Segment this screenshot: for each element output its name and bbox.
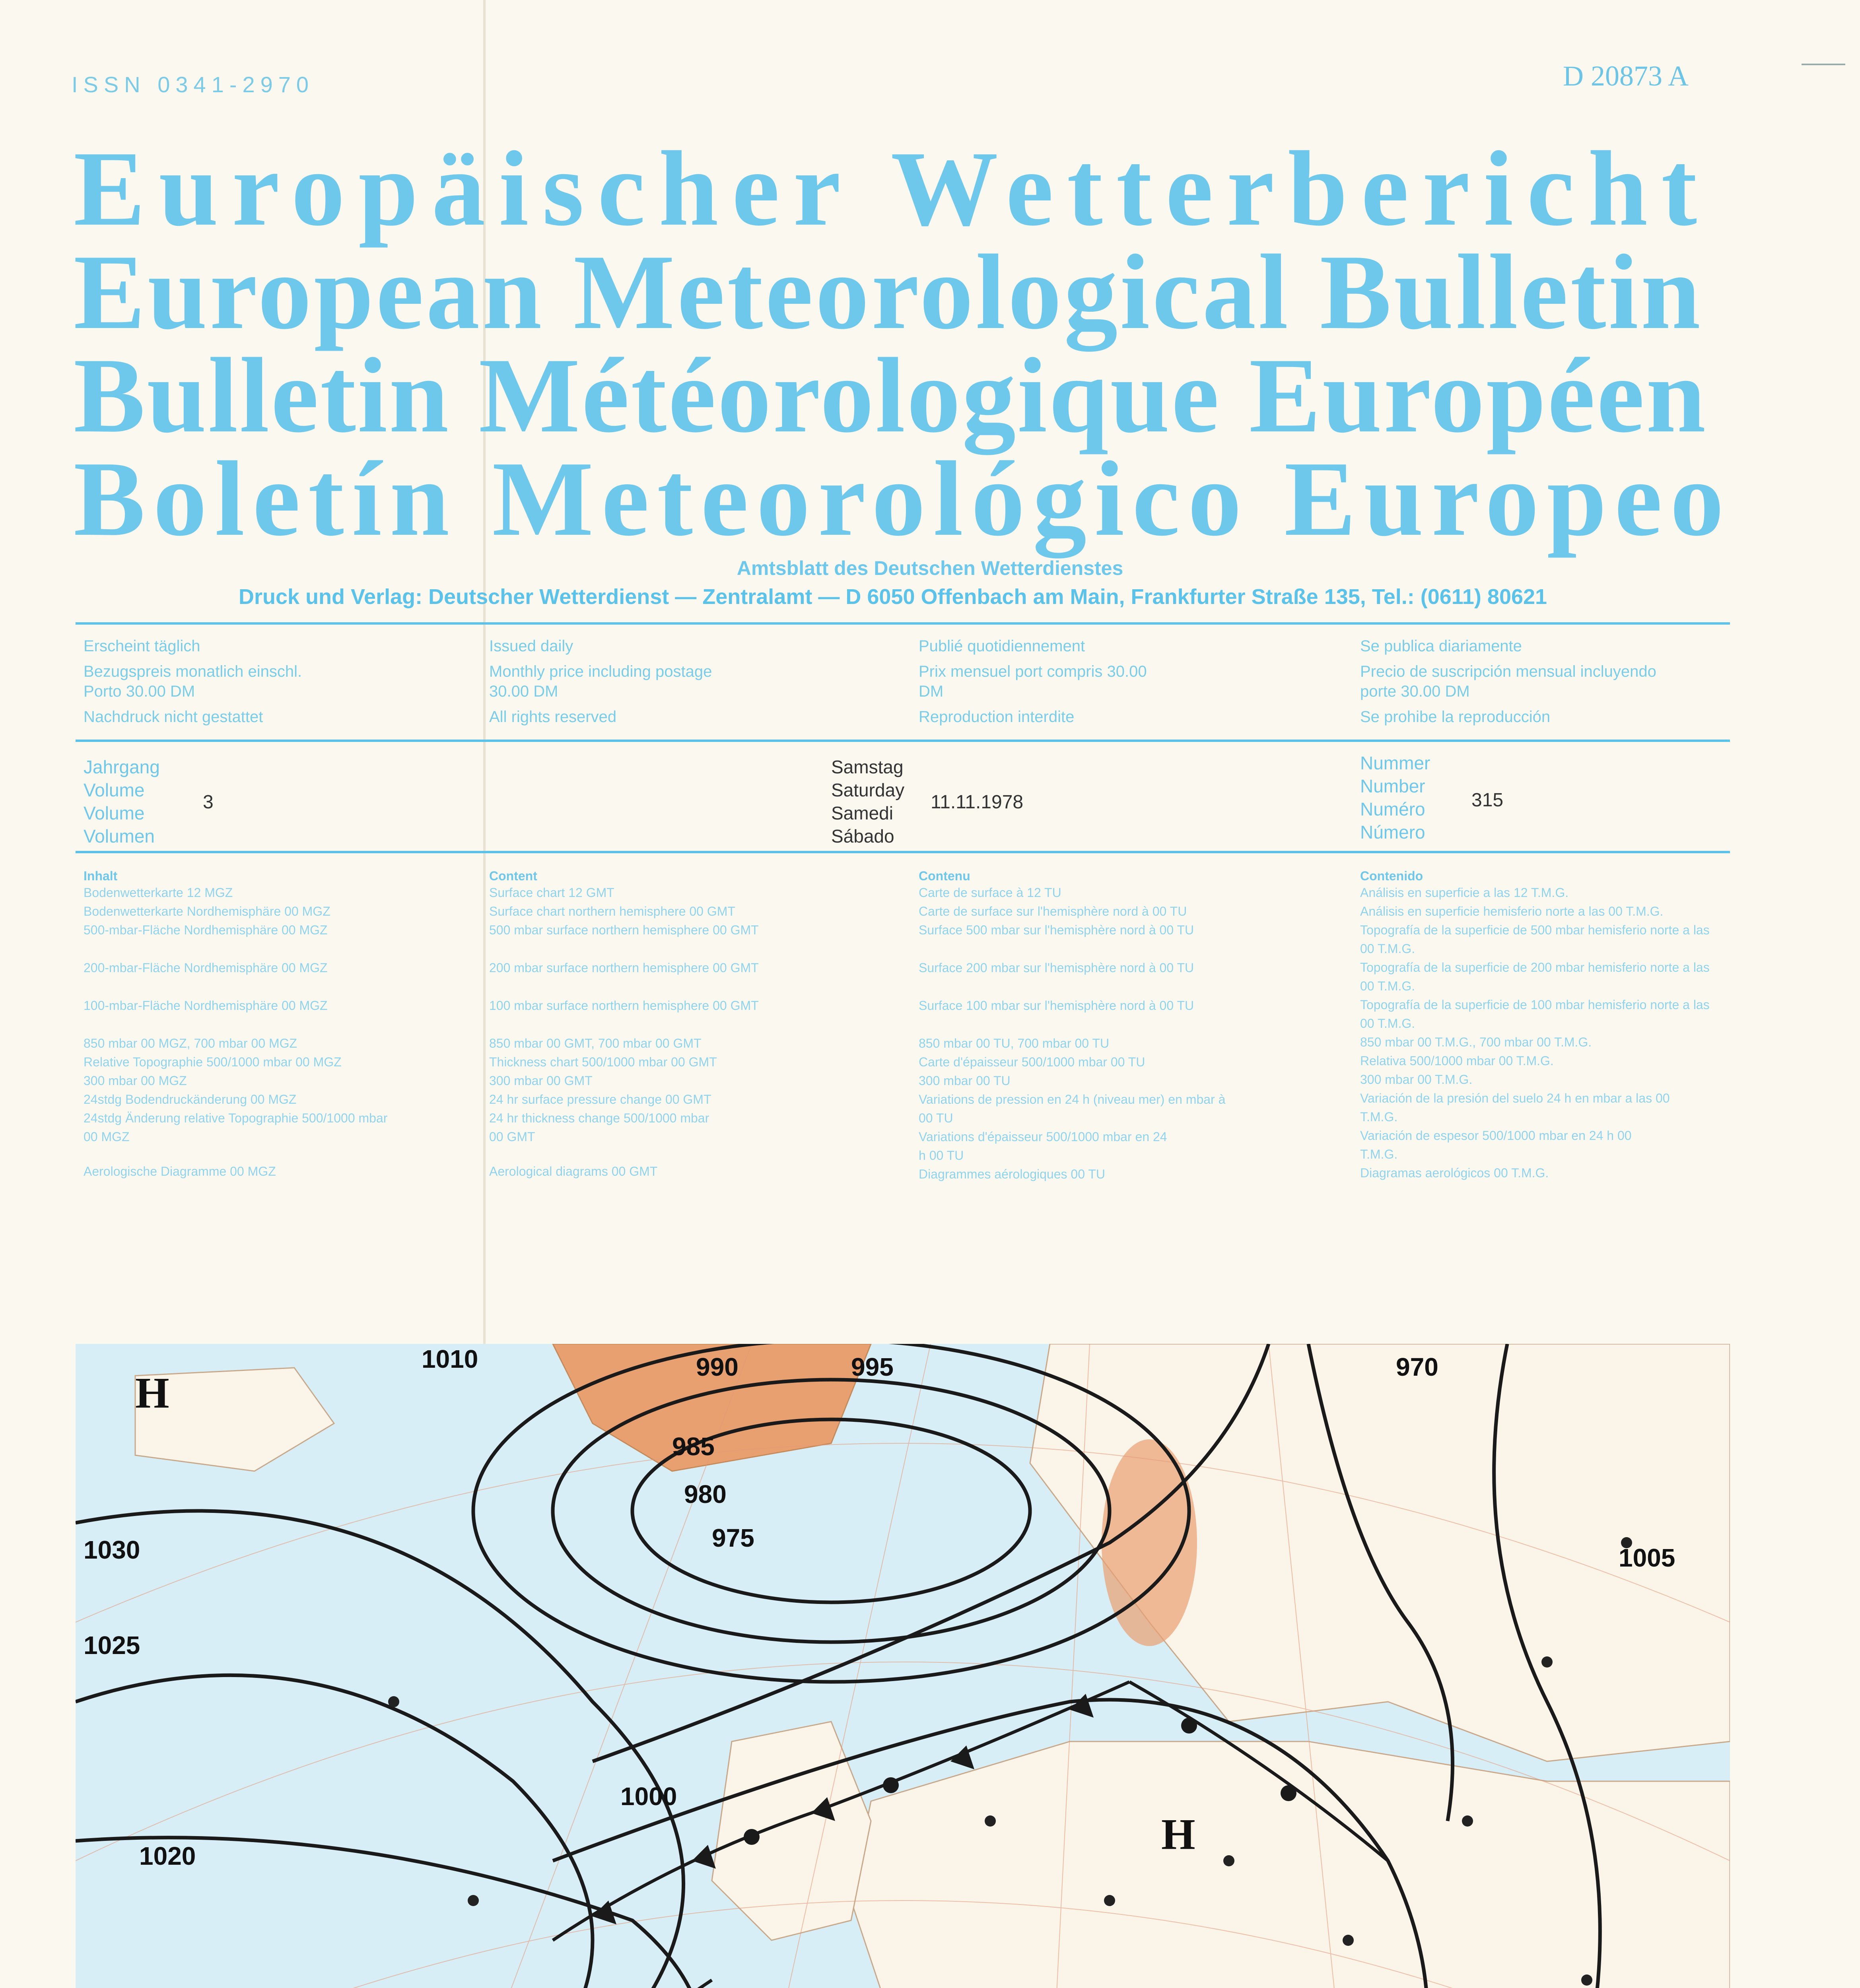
day-labels: Samstag Saturday Samedi Sábado [831, 757, 905, 846]
divider [76, 851, 1730, 853]
issue-number: 315 [1471, 790, 1504, 811]
toc-item: Análisis en superficie hemisferio norte a las 00 T.M.G. [1360, 904, 1664, 918]
toc-item: Variations de pression en 24 h (niveau mer) en mbar à 00 TU [919, 1092, 1226, 1125]
toc-item: 850 mbar 00 T.M.G., 700 mbar 00 T.M.G. [1360, 1035, 1592, 1049]
contents-spanish: Contenido Análisis en superficie a las 12 T.M.G. Análisis en superficie hemisferio norte a las 00 T.M.G. Topografía de la superficie de 500 mbar hemisferio norte a las 00 T.M.G. Topografía de la superficie de 200 mbar hemisferio norte a las 00 T.M.G. Topografía de la superficie de 100 mbar hemisferio norte a las 00 T.M.G. 850 mbar 00 T.M.G., 700 mbar 00 T.M.G. Relativa 500/1000 mbar 00 T.M.G. 300 mbar 00 T.M.G. Variación de la presión del suelo 24 h en mbar a las 00 T.M.G. Variación de espesor 500/1000 mbar en 24 h 00 T.M.G. Diagramas aerológicos 00 T.M.G. [1360, 869, 1726, 1182]
land-british-isles [712, 1722, 871, 1940]
toc-item: 200-mbar-Fläche Nordhemisphäre 00 MGZ [84, 961, 328, 975]
number-labels: Nummer Number Numéro Número [1360, 753, 1430, 843]
amtsblatt: Amtsblatt des Deutschen Wetterdienstes [737, 557, 1123, 579]
document-number: D 20873 A [1563, 60, 1689, 92]
title-french: Bulletin Météorologique Européen [74, 336, 1707, 455]
toc-item: Topografía de la superficie de 100 mbar hemisferio norte a las 00 T.M.G. [1360, 998, 1710, 1031]
toc-item: 200 mbar surface northern hemisphere 00 GMT [489, 961, 759, 975]
issue-date: 11.11.1978 [931, 792, 1024, 813]
divider [76, 740, 1730, 742]
toc-item: Carte d'épaisseur 500/1000 mbar 00 TU [919, 1055, 1145, 1069]
toc-item: Carte de surface à 12 TU [919, 885, 1061, 900]
isobar-label: 1005 [1619, 1543, 1675, 1572]
toc-item: Carte de surface sur l'hemisphère nord à 00 TU [919, 904, 1187, 918]
toc-item: 24stdg Bodendruckänderung 00 MGZ [84, 1092, 297, 1107]
toc-item: 24 hr surface pressure change 00 GMT [489, 1092, 711, 1107]
info-english: Issued daily Monthly price including postage 30.00 DM All rights reserved [489, 637, 712, 726]
toc-item: Bodenwetterkarte Nordhemisphäre 00 MGZ [84, 904, 330, 918]
toc-item: 850 mbar 00 GMT, 700 mbar 00 GMT [489, 1036, 702, 1050]
toc-item: Variación de espesor 500/1000 mbar en 24 h 00 T.M.G. [1360, 1128, 1632, 1161]
toc-item: Relativa 500/1000 mbar 00 T.M.G. [1360, 1054, 1554, 1068]
isobar-label: 995 [851, 1353, 894, 1381]
info-german: Erscheint täglich Bezugspreis monatlich einschl. Porto 30.00 DM Nachdruck nicht gestattet [84, 637, 302, 726]
high-pressure-center: H [1161, 1810, 1195, 1858]
toc-item: Surface chart northern hemisphere 00 GMT [489, 904, 735, 918]
toc-item: Diagramas aerológicos 00 T.M.G. [1360, 1166, 1549, 1180]
publisher-line: Druck und Verlag: Deutscher Wetterdienst — Zentralamt — D 6050 Offenbach am Main, Frankfurter Straße 135, Tel.: (0611) 80621 [239, 585, 1547, 609]
toc-item: 500-mbar-Fläche Nordhemisphäre 00 MGZ [84, 923, 328, 937]
isobar-label: 980 [684, 1480, 727, 1508]
isobar-label: 970 [1396, 1353, 1438, 1381]
surface-chart-map [76, 1344, 1730, 1988]
toc-item: Relative Topographie 500/1000 mbar 00 MGZ [84, 1055, 342, 1069]
toc-item: 850 mbar 00 TU, 700 mbar 00 TU [919, 1036, 1110, 1050]
toc-item: 850 mbar 00 MGZ, 700 mbar 00 MGZ [84, 1036, 297, 1050]
divider [76, 622, 1730, 625]
isobar-label: 1000 [620, 1782, 677, 1811]
toc-item: 500 mbar surface northern hemisphere 00 GMT [489, 923, 759, 937]
isobar-label: 1010 [422, 1345, 478, 1373]
toc-item: 100-mbar-Fläche Nordhemisphäre 00 MGZ [84, 998, 328, 1013]
edge-mark [1802, 64, 1845, 65]
toc-item: 300 mbar 00 GMT [489, 1074, 593, 1088]
toc-item: 300 mbar 00 MGZ [84, 1074, 187, 1088]
map-graphic [76, 1344, 1730, 1988]
toc-item: Diagrammes aérologiques 00 TU [919, 1167, 1105, 1181]
info-spanish: Se publica diariamente Precio de suscripción mensual incluyendo porte 30.00 DM Se prohibe la reproducción [1360, 637, 1656, 726]
toc-item: Aerological diagrams 00 GMT [489, 1164, 658, 1178]
isobar-label: 985 [672, 1432, 715, 1461]
toc-item: Variations d'épaisseur 500/1000 mbar en 24 h 00 TU [919, 1130, 1167, 1163]
toc-item: Surface 100 mbar sur l'hemisphère nord à 00 TU [919, 998, 1194, 1013]
toc-item: Topografía de la superficie de 200 mbar hemisferio norte a las 00 T.M.G. [1360, 960, 1710, 993]
volume-value: 3 [203, 792, 214, 813]
toc-item: 300 mbar 00 T.M.G. [1360, 1072, 1473, 1087]
volume-labels: Jahrgang Volume Volume Volumen [84, 757, 160, 846]
contents-english: Content Surface chart 12 GMT Surface chart northern hemisphere 00 GMT 500 mbar surface northern hemisphere 00 GMT 200 mbar surface northern hemisphere 00 GMT 100 mbar surface northern hemisphere 00 GMT 850 mbar 00 GMT, 700 mbar 00 GMT Thickness chart 500/1000 mbar 00 GMT 300 mbar 00 GMT 24 hr surface pressure change 00 GMT 24 hr thickness change 500/1000 mbar 00 GMT Aerological diagrams 00 GMT [489, 869, 759, 1181]
title-german: Europäischer Wetterbericht [74, 129, 1711, 248]
isobar-label: 1030 [84, 1536, 140, 1564]
title-english: European Meteorological Bulletin [74, 233, 1703, 351]
isobar-label: 1025 [84, 1631, 140, 1660]
toc-item: Bodenwetterkarte 12 MGZ [84, 885, 233, 900]
toc-item: Variación de la presión del suelo 24 h en mbar a las 00 T.M.G. [1360, 1091, 1670, 1124]
info-french: Publié quotidiennement Prix mensuel port compris 30.00 DM Reproduction interdite [919, 637, 1147, 726]
toc-item: Thickness chart 500/1000 mbar 00 GMT [489, 1055, 717, 1069]
contents-german: Inhalt Bodenwetterkarte 12 MGZ Bodenwetterkarte Nordhemisphäre 00 MGZ 500-mbar-Fläche Nordhemisphäre 00 MGZ 200-mbar-Fläche Nordhemisphäre 00 MGZ 100-mbar-Fläche Nordhemisphäre 00 MGZ 850 mbar 00 MGZ, 700 mbar 00 MGZ Relative Topographie 500/1000 mbar 00 MGZ 300 mbar 00 MGZ 24stdg Bodendruckänderung 00 MGZ 24stdg Änderung relative Topographie 500/1000 mbar 00 MGZ Aerologische Diagramme 00 MGZ [84, 869, 402, 1181]
toc-item: Topografía de la superficie de 500 mbar hemisferio norte a las 00 T.M.G. [1360, 923, 1710, 956]
toc-item: Surface 200 mbar sur l'hemisphère nord à 00 TU [919, 961, 1194, 975]
title-spanish: Boletín Meteorológico Europeo [74, 439, 1732, 558]
toc-item: Aerologische Diagramme 00 MGZ [84, 1164, 276, 1178]
high-pressure-center: H [135, 1369, 169, 1417]
toc-item: Surface chart 12 GMT [489, 885, 614, 900]
isobar-label: 1020 [139, 1842, 196, 1870]
toc-item: 24stdg Änderung relative Topographie 500/1000 mbar 00 MGZ [84, 1111, 388, 1144]
isobar-label: 990 [696, 1353, 739, 1381]
isobar-label: 975 [712, 1524, 754, 1552]
issn: ISSN 0341-2970 [72, 72, 315, 97]
toc-item: 300 mbar 00 TU [919, 1074, 1011, 1088]
contents-french: Contenu Carte de surface à 12 TU Carte de surface sur l'hemisphère nord à 00 TU Surface 500 mbar sur l'hemisphère nord à 00 TU Surface 200 mbar sur l'hemisphère nord à 00 TU Surface 100 mbar sur l'hemisphère nord à 00 TU 850 mbar 00 TU, 700 mbar 00 TU Carte d'épaisseur 500/1000 mbar 00 TU 300 mbar 00 TU Variations de pression en 24 h (niveau mer) en mbar à 00 TU Variations d'épaisseur 500/1000 mbar en 24 h 00 TU Diagrammes aérologiques 00 TU [919, 869, 1229, 1184]
toc-item: 100 mbar surface northern hemisphere 00 GMT [489, 998, 759, 1013]
toc-item: Análisis en superficie a las 12 T.M.G. [1360, 885, 1569, 900]
toc-item: 24 hr thickness change 500/1000 mbar 00 GMT [489, 1111, 709, 1144]
toc-item: Surface 500 mbar sur l'hemisphère nord à 00 TU [919, 923, 1194, 937]
